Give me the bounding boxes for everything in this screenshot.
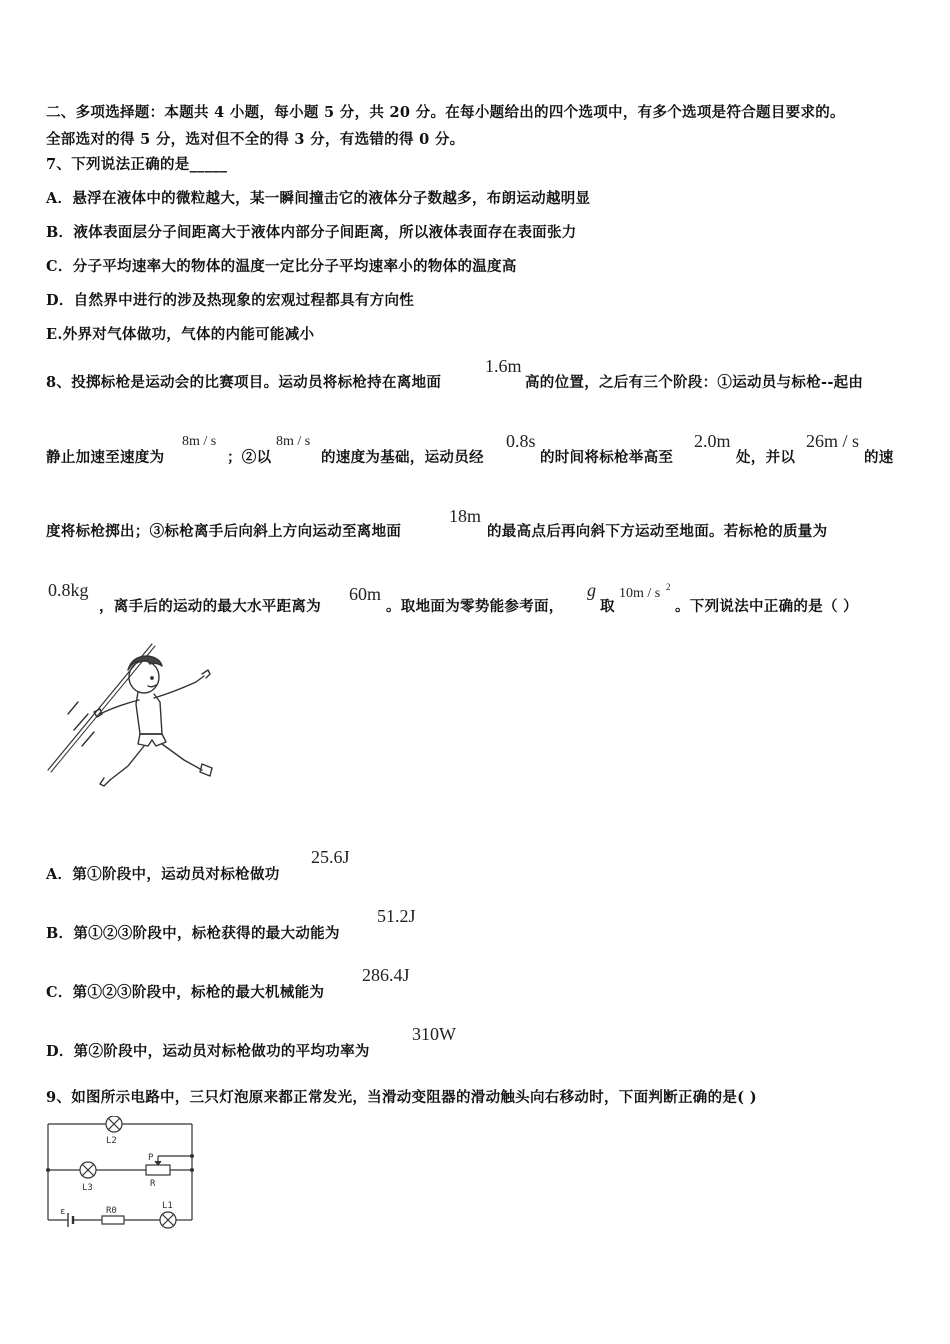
javelin-thrower-figure [44,642,214,797]
label-l1: L1 [162,1201,173,1211]
rheostat-r [146,1165,170,1175]
label-l3: L3 [82,1183,93,1193]
q7-option-b: B．液体表面层分子间距离大于液体内部分子间距离，所以液体表面存在表面张力 [46,224,577,241]
resistor-r0 [102,1216,124,1224]
section-instructions-line2: 全部选对的得 5 分，选对但不全的得 3 分，有选错的得 0 分。 [46,131,465,148]
q7-stem: 7、下列说法正确的是_____ [46,156,228,173]
label-r0: R0 [106,1206,117,1216]
label-l2: L2 [106,1136,117,1146]
q8-g-value: 10m / s [619,586,661,601]
label-emf: ε [60,1207,66,1217]
q7-option-d: D．自然界中进行的涉及热现象的宏观过程都具有方向性 [46,292,415,309]
q8-g-exponent: 2 [666,582,671,592]
label-r: R [150,1179,156,1189]
q9-stem: 9、如图所示电路中，三只灯泡原来都正常发光，当滑动变阻器的滑动触头向右移动时，下面判断正确的是( ) [46,1089,757,1106]
q7-option-a: A．悬浮在液体中的微粒越大，某一瞬间撞击它的液体分子数越多，布朗运动越明显 [46,190,591,207]
q8-stem-line3a: 度将标枪掷出；③标枪离手后向斜上方向运动至离地面 [46,523,402,540]
circuit-diagram [42,1116,202,1232]
q8-stem-line1b: 高的位置，之后有三个阶段：①运动员与标枪--起由 [525,374,864,391]
q8-option-a: A．第①阶段中，运动员对标枪做功 [46,866,280,883]
q8-stem-line4b: 。取地面为零势能参考面， [386,598,564,615]
q8-stem-line4c: 取 [600,598,615,615]
section-instructions-line1: 二、多项选择题：本题共 4 小题，每小题 5 分，共 20 分。在每小题给出的四个选项中，有多个选项是符合题目要求的。 [46,104,845,121]
q8-stem-line2f: 的速 [864,449,894,466]
q8-stem-line2a: 静止加速至速度为 [46,449,165,466]
q8-height2-value: 2.0m [694,431,731,451]
q8-option-d: D．第②阶段中，运动员对标枪做功的平均功率为 [46,1043,370,1060]
q8-stem-line2e: 处，并以 [736,449,796,466]
q8-stem-line2b: ；②以 [227,449,272,466]
q8-mass-value: 0.8kg [48,580,89,600]
q8-option-a-value: 25.6J [311,847,350,867]
q8-height3-value: 18m [449,506,482,526]
q8-option-d-value: 310W [412,1024,456,1044]
q8-option-b: B．第①②③阶段中，标枪获得的最大动能为 [46,925,340,942]
q8-option-b-value: 51.2J [377,906,416,926]
q8-stem-line4a: ，离手后的运动的最大水平距离为 [99,598,321,615]
q8-option-c: C．第①②③阶段中，标枪的最大机械能为 [46,984,325,1001]
q8-time-value: 0.8s [506,431,536,451]
q8-stem-line2d: 的时间将标枪举高至 [540,449,674,466]
q8-speed3-value: 26m / s [806,431,860,451]
q7-option-e: E.外界对气体做功，气体的内能可能减小 [46,326,315,343]
q8-height-value: 1.6m [485,356,522,376]
q8-speed2-value: 8m / s [276,434,311,449]
q8-g-symbol: g [587,580,596,600]
q7-option-c: C．分子平均速率大的物体的温度一定比分子平均速率小的物体的温度高 [46,258,517,275]
q8-stem-line3b: 的最高点后再向斜下方运动至地面。若标枪的质量为 [487,523,828,540]
q8-stem-line4d: 。下列说法中正确的是（ ） [675,598,858,615]
q8-option-c-value: 286.4J [362,965,410,985]
q8-stem-line1a: 8、投掷标枪是运动会的比赛项目。运动员将标枪持在离地面 [46,374,442,391]
q8-distance-value: 60m [349,584,382,604]
q8-speed1-value: 8m / s [182,434,217,449]
label-p: P [148,1153,154,1163]
q8-stem-line2c: 的速度为基础，运动员经 [321,449,484,466]
